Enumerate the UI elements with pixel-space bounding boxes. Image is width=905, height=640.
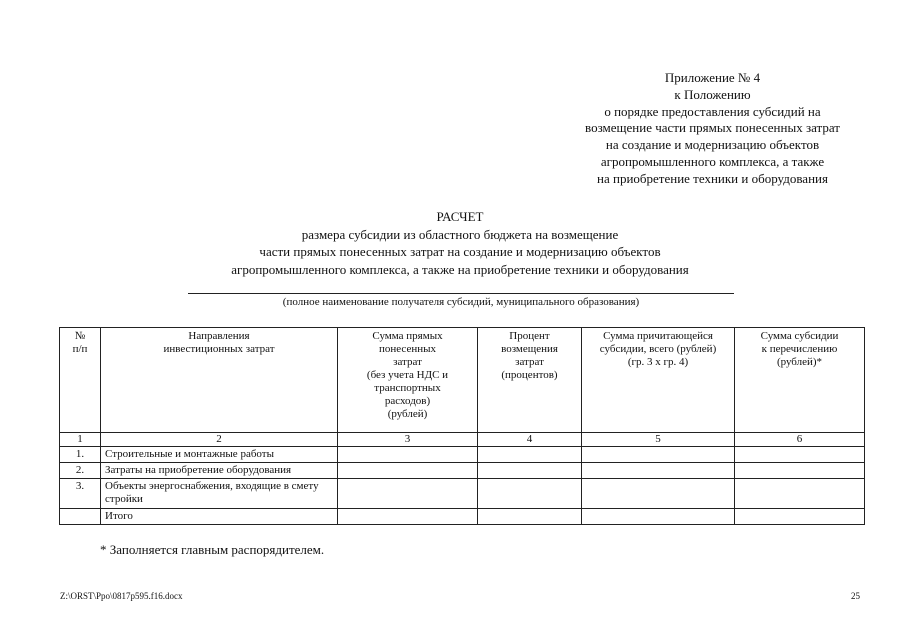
empty-cell — [582, 479, 735, 509]
appendix-line: к Положению — [674, 86, 751, 102]
title-line: части прямых понесенных затрат на создание и модернизацию объектов — [259, 244, 661, 259]
column-number: 6 — [735, 433, 865, 447]
empty-cell — [478, 509, 582, 525]
row-number: 3. — [60, 479, 101, 509]
appendix-line: на создание и модернизацию объектов — [605, 137, 820, 153]
column-number-row — [60, 433, 865, 447]
empty-cell — [338, 447, 478, 463]
empty-cell — [735, 509, 865, 525]
empty-cell — [582, 463, 735, 479]
empty-cell — [735, 447, 865, 463]
appendix-line: Приложение № 4 — [664, 70, 761, 85]
row-name: Объекты энергоснабжения, входящие в смету стройки — [101, 479, 338, 509]
footer-file-path: Z:\ORST\Ppo\0817p595.f16.docx — [60, 591, 183, 601]
table-header-row — [60, 328, 865, 433]
appendix-header — [560, 70, 865, 188]
calculation-table — [59, 327, 865, 525]
document-title — [150, 208, 770, 278]
empty-cell — [735, 479, 865, 509]
column-number: 2 — [101, 433, 338, 447]
appendix-line: агропромышленного комплекса, а также — [600, 153, 825, 169]
column-number: 3 — [338, 433, 478, 447]
row-number — [60, 509, 101, 525]
header-cell: № п/п — [60, 328, 101, 433]
appendix-line: о порядке предоставления субсидий на — [604, 103, 821, 119]
row-number: 1. — [60, 447, 101, 463]
empty-cell — [338, 509, 478, 525]
title-heading: РАСЧЕТ — [436, 209, 484, 224]
table-row — [60, 447, 865, 463]
row-number: 2. — [60, 463, 101, 479]
column-number: 5 — [582, 433, 735, 447]
recipient-caption: (полное наименование получателя субсидий, муниципального образования) — [282, 296, 640, 308]
column-number: 1 — [60, 433, 101, 447]
footnote: * Заполняется главным распорядителем. — [100, 542, 325, 557]
empty-cell — [582, 447, 735, 463]
title-line: агропромышленного комплекса, а также на приобретение техники и оборудования — [231, 261, 689, 277]
row-name: Итого — [101, 509, 338, 525]
header-cell: Процент возмещения затрат (процентов) — [478, 328, 582, 433]
empty-cell — [478, 479, 582, 509]
header-cell: Сумма причитающейся субсидии, всего (рублей) (гр. 3 х гр. 4) — [582, 328, 735, 433]
recipient-fill-line — [188, 293, 734, 294]
empty-cell — [478, 447, 582, 463]
row-name: Строительные и монтажные работы — [101, 447, 338, 463]
empty-cell — [338, 479, 478, 509]
header-cell: Сумма прямых понесенных затрат (без учета НДС и транспортных расходов) (рублей) — [338, 328, 478, 433]
empty-cell — [338, 463, 478, 479]
header-cell: Сумма субсидии к перечислению (рублей)* — [735, 328, 865, 433]
column-number: 4 — [478, 433, 582, 447]
title-line: размера субсидии из областного бюджета на возмещение — [301, 226, 619, 242]
row-name: Затраты на приобретение оборудования — [101, 463, 338, 479]
table-row — [60, 479, 865, 509]
empty-cell — [478, 463, 582, 479]
table-row — [60, 463, 865, 479]
appendix-line: возмещение части прямых понесенных затрат — [585, 120, 840, 136]
empty-cell — [735, 463, 865, 479]
empty-cell — [582, 509, 735, 525]
appendix-line: на приобретение техники и оборудования — [597, 170, 828, 186]
page-number: 25 — [851, 591, 860, 601]
header-cell: Направления инвестиционных затрат — [101, 328, 338, 433]
table-total-row — [60, 509, 865, 525]
